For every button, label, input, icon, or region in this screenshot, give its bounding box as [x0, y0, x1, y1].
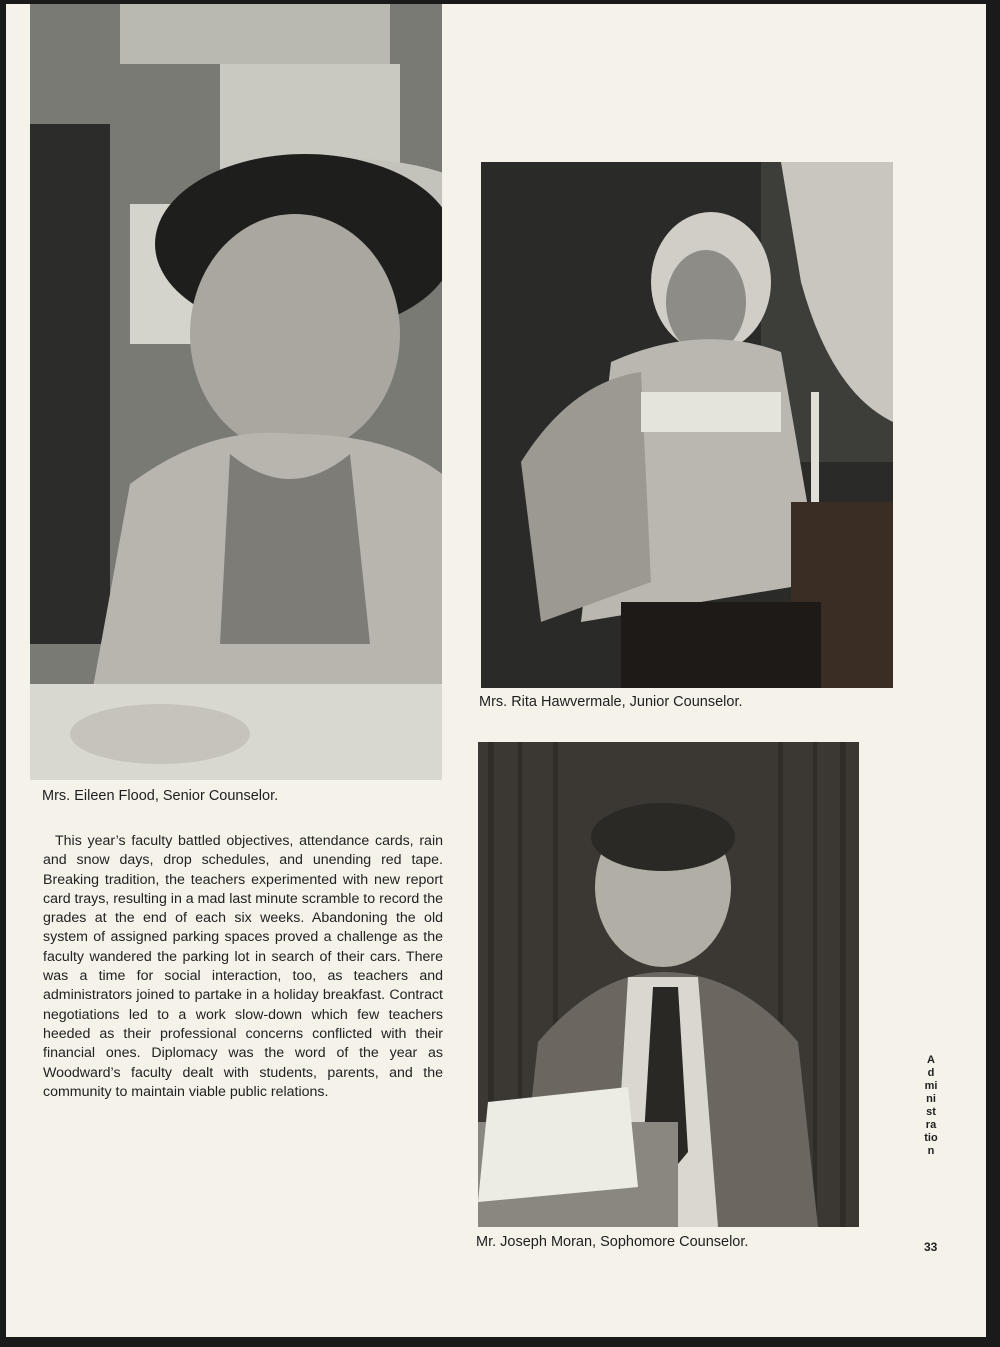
photo-eileen-flood: [30, 4, 442, 780]
caption-joseph-moran: Mr. Joseph Moran, Sophomore Counselor.: [476, 1234, 749, 1250]
page-number: 33: [924, 1240, 938, 1254]
yearbook-page: [6, 4, 990, 1337]
photo-rita-hawvermale: [481, 162, 893, 688]
photo-joseph-moran-image: [478, 742, 859, 1227]
photo-rita-hawvermale-image: [481, 162, 893, 688]
article-body: This year’s faculty battled objectives, attendance cards, rain and snow days, drop schedules, and unending red tape. Breaking tradition, the teachers experimented with new report card trays, resulting in a mad last minute scramble to record the grades at the end of each six weeks. Abandoning the old system of assigned parking spaces proved a challenge as the faculty wandered the parking lot in search of their cars. There was a time for social interaction, too, as teachers and administrators joined to partake in a holiday breakfast. Contract negotiations led to a work slow-down which few teachers heeded as their professional concerns conflicted with their financial ones. Diplomacy was the word of the year as Woodward’s faculty dealt with students, parents, and the community to maintain viable public relations.: [43, 833, 443, 1100]
caption-eileen-flood: Mrs. Eileen Flood, Senior Counselor.: [42, 788, 279, 804]
photo-joseph-moran: [478, 742, 859, 1227]
photo-eileen-flood-image: [30, 4, 442, 780]
section-label: Administration: [924, 1054, 938, 1157]
caption-rita-hawvermale: Mrs. Rita Hawvermale, Junior Counselor.: [479, 694, 743, 710]
